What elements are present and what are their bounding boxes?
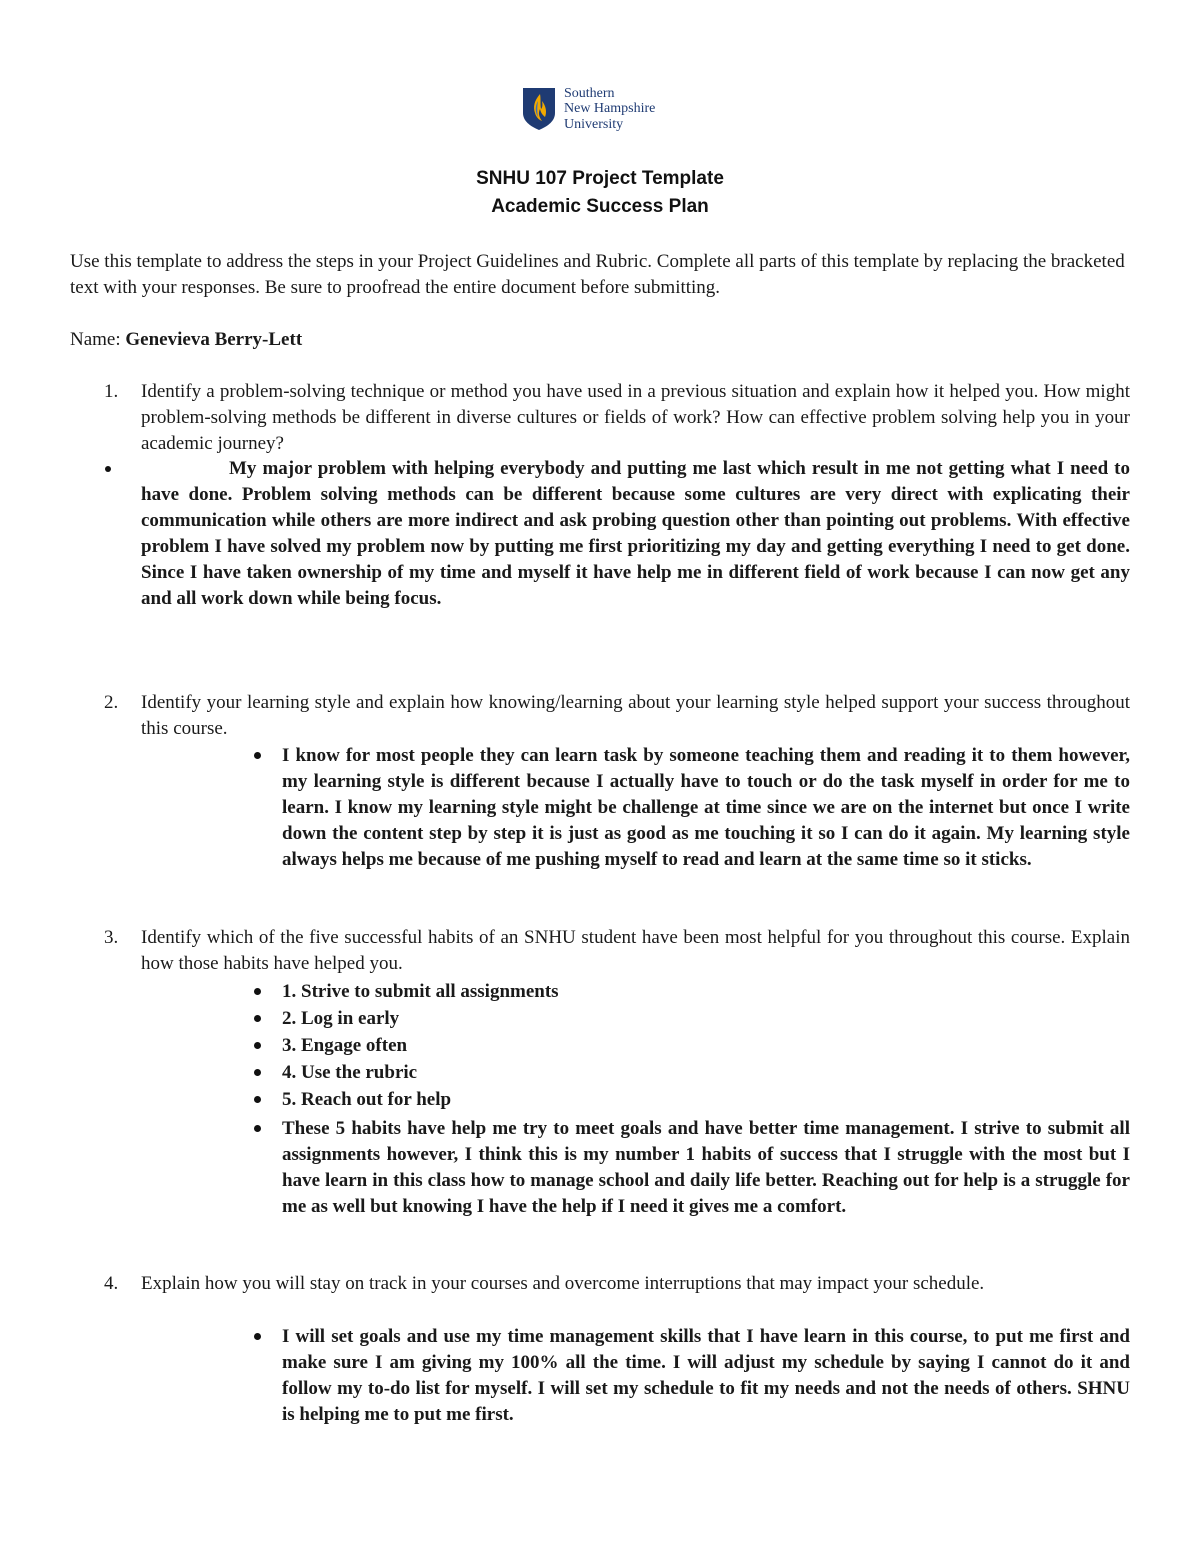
- bullet-icon: [254, 1069, 261, 1076]
- question-4-number: 4.: [104, 1273, 119, 1294]
- student-name: Genevieva Berry-Lett: [125, 329, 303, 350]
- bullet-icon: [254, 1333, 261, 1340]
- habits-list: [282, 978, 559, 1113]
- bullet-icon: [254, 1096, 261, 1103]
- question-2-prompt: Identify your learning style and explain how knowing/learning about your learning style helped support your success throughout this course.: [141, 692, 1130, 739]
- bullet-icon: [254, 1125, 261, 1132]
- question-4-answer: I will set goals and use my time management skills that I have learn in this course, to put me first and make sure I am giving my 100% all the time. I will adjust my schedule by saying I cannot do it and follow my to-do list for myself. I will set my schedule to fit my needs and not the needs of others. SHNU is helping me to put me first.: [282, 1326, 1130, 1425]
- habit-item: 1. Strive to submit all assignments: [282, 981, 559, 1002]
- question-3-number: 3.: [104, 927, 119, 948]
- bullet-icon: [105, 466, 111, 472]
- bullet-icon: [254, 988, 261, 995]
- snhu-shield-icon: [522, 87, 556, 131]
- bullet-icon: [254, 1042, 261, 1049]
- question-1-prompt: Identify a problem-solving technique or method you have used in a previous situation and explain how it helped you. How might problem-solving methods be different in diverse cultures or fields of work? How can effective problem solving help you in your academic journey?: [141, 381, 1130, 454]
- habit-item: 3. Engage often: [282, 1035, 408, 1056]
- intro-paragraph: Use this template to address the steps in your Project Guidelines and Rubric. Complete all parts of this template by replacing the bracketed text with your responses. Be sure to proofread the entire document before submitting.: [70, 251, 1125, 298]
- question-1-number: 1.: [104, 381, 119, 402]
- question-1-answer: My major problem with helping everybody and putting me last which result in me not getting what I need to have done. Problem solving methods can be different because some cultures are very direct with explicating their communication while others are more indirect and ask probing question other than pointing out problems. With effective problem I have solved my problem now by putting me first prioritizing my day and getting everything I need to get done. Since I have taken ownership of my time and myself it have help me in different field of work because I can now get any and all work down while being focus.: [141, 458, 1130, 609]
- logo-line-2: New Hampshire: [564, 101, 656, 117]
- question-2-number: 2.: [104, 692, 119, 713]
- bullet-icon: [254, 1015, 261, 1022]
- document-subtitle: Academic Success Plan: [491, 196, 709, 217]
- logo-line-3: University: [564, 116, 624, 132]
- habit-item: 2. Log in early: [282, 1008, 400, 1029]
- habit-item: 4. Use the rubric: [282, 1062, 418, 1083]
- question-3-answer: These 5 habits have help me try to meet goals and have better time management. I strive to submit all assignments however, I think this is my number 1 habits of success that I struggle with the most but I have learn in this class how to manage school and daily life better. Reaching out for help is a struggle for me as well but knowing I have the help if I need it gives me a comfort.: [282, 1118, 1130, 1217]
- habit-item: 5. Reach out for help: [282, 1089, 452, 1110]
- document-title: SNHU 107 Project Template: [476, 168, 724, 189]
- question-2-answer: I know for most people they can learn task by someone teaching them and reading it to them however, my learning style is different because I actually have to touch or do the task myself in order for me to learn. I know my learning style might be challenge at time since we are on the internet but once I write down the content step by step it is just as good as me touching it so I can do it again. My learning style always helps me because of me pushing myself to read and learn at the same time so it sticks.: [282, 745, 1130, 870]
- question-4-prompt: Explain how you will stay on track in your courses and overcome interruptions that may impact your schedule.: [141, 1273, 985, 1294]
- name-label: Name:: [70, 329, 121, 350]
- logo-line-1: Southern: [564, 85, 615, 101]
- name-line: [70, 327, 302, 353]
- snhu-logo: [522, 86, 655, 132]
- bullet-icon: [254, 752, 261, 759]
- question-3-prompt: Identify which of the five successful habits of an SNHU student have been most helpful for you throughout this course. Explain how those habits have helped you.: [141, 927, 1130, 974]
